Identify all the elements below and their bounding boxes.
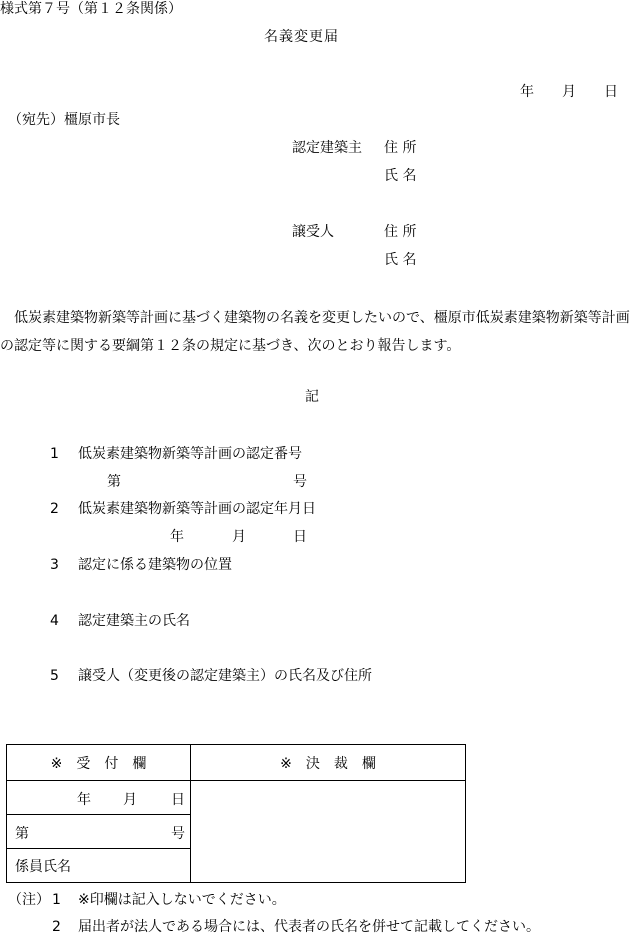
item-label: 認定に係る建築物の位置 xyxy=(78,557,232,573)
form-number: 様式第７号（第１２条関係） xyxy=(0,1,182,17)
item-number: 4 xyxy=(50,613,59,629)
ki-heading: 記 xyxy=(305,389,319,405)
decision-cell xyxy=(191,781,466,883)
item-month: 月 xyxy=(232,529,246,545)
transferee-name-label: 氏 名 xyxy=(384,252,417,268)
item-label: 低炭素建築物新築等計画の認定番号 xyxy=(78,446,302,462)
decision-header: ※ 決 裁 欄 xyxy=(191,745,466,781)
reception-number-cell xyxy=(7,815,191,849)
item-label: 認定建築主の氏名 xyxy=(78,613,190,629)
transferee-label: 譲受人 xyxy=(292,224,334,240)
reception-table xyxy=(6,744,466,883)
item-year: 年 xyxy=(170,529,184,545)
staff-name-label: 係員氏名 xyxy=(15,858,71,875)
item-dai: 第 xyxy=(107,474,121,490)
item-number: 2 xyxy=(50,501,59,517)
transferee-address-label: 住 所 xyxy=(384,224,417,240)
reception-dai: 第 xyxy=(15,826,29,842)
reception-go: 号 xyxy=(171,826,185,842)
reception-year: 年 xyxy=(77,792,91,808)
reception-header: ※ 受 付 欄 xyxy=(7,745,191,781)
item-number: 3 xyxy=(50,557,59,573)
page-title: 名義変更届 xyxy=(264,29,339,45)
notes-prefix: （注） xyxy=(8,892,50,908)
owner-label: 認定建築主 xyxy=(292,140,362,156)
item-go: 号 xyxy=(293,474,307,490)
addressee: （宛先）橿原市長 xyxy=(8,112,120,128)
item-number: 5 xyxy=(50,668,59,684)
staff-name-cell xyxy=(7,849,191,883)
item-label: 低炭素建築物新築等計画の認定年月日 xyxy=(78,501,316,517)
note-number: 2 xyxy=(52,919,61,935)
reception-day: 日 xyxy=(171,792,185,808)
reception-date-cell xyxy=(7,781,191,815)
item-number: 1 xyxy=(50,446,59,462)
item-day: 日 xyxy=(293,529,307,545)
note-text: 届出者が法人である場合には、代表者の氏名を併せて記載してください。 xyxy=(78,919,540,935)
note-text: ※印欄は記入しないでください。 xyxy=(78,892,286,908)
body-paragraph: 低炭素建築物新築等計画に基づく建築物の名義を変更したいので、橿原市低炭素建築物新築等計画の認定等に関する要綱第１２条の規定に基づき、次のとおり報告します。 xyxy=(0,310,630,354)
owner-name-label: 氏 名 xyxy=(384,168,417,184)
owner-address-label: 住 所 xyxy=(384,140,417,156)
note-number: 1 xyxy=(52,892,61,908)
reception-month: 月 xyxy=(123,792,137,808)
submission-date: 年 月 日 xyxy=(520,84,618,100)
item-label: 譲受人（変更後の認定建築主）の氏名及び住所 xyxy=(78,668,372,684)
